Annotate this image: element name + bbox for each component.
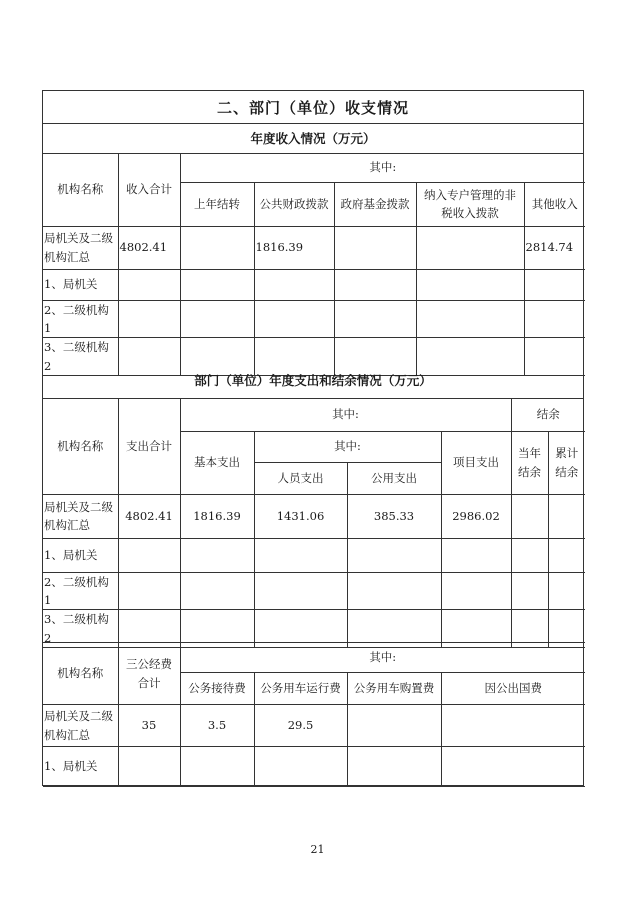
expense-col-balance-current: 当年结余	[511, 431, 548, 494]
income-col-prev-carryover: 上年结转	[180, 182, 254, 226]
cell	[254, 300, 334, 338]
cell: 385.33	[347, 494, 441, 538]
table-row	[43, 226, 585, 269]
income-col-other: 其他收入	[524, 182, 585, 226]
expense-group-label: 其中:	[180, 398, 511, 431]
cell	[347, 705, 441, 747]
cell	[347, 538, 441, 572]
table-row	[43, 269, 585, 300]
row-name: 1、局机关	[43, 747, 118, 787]
row-name: 3、二级机构2	[43, 610, 118, 648]
row-name: 2、二级机构1	[43, 572, 118, 610]
row-name: 1、局机关	[43, 269, 118, 300]
expense-heading: 部门（单位）年度支出和结余情况（万元）	[43, 362, 583, 399]
cell: 2814.74	[524, 226, 585, 269]
three-public-col-total: 三公经费合计	[118, 643, 180, 705]
cell	[511, 494, 548, 538]
cell	[347, 747, 441, 787]
expense-col-total: 支出合计	[118, 398, 180, 494]
table-row	[43, 747, 585, 787]
cell	[180, 747, 254, 787]
cell	[441, 747, 585, 787]
page-title: 二、部门（单位）收支情况	[43, 91, 583, 124]
expense-col-org: 机构名称	[43, 398, 118, 494]
table-row	[43, 572, 585, 610]
row-name: 3、二级机构2	[43, 338, 118, 376]
expense-col-public-use: 公用支出	[347, 462, 441, 494]
income-group-label: 其中:	[180, 153, 585, 182]
table-row	[43, 300, 585, 338]
three-public-table	[43, 642, 585, 787]
three-public-col-org: 机构名称	[43, 643, 118, 705]
table-row	[43, 705, 585, 747]
row-name: 局机关及二级机构汇总	[43, 494, 118, 538]
cell: 1816.39	[254, 226, 334, 269]
cell	[334, 300, 416, 338]
page-number: 21	[310, 843, 325, 856]
income-col-public-finance: 公共财政拨款	[254, 182, 334, 226]
cell	[524, 269, 585, 300]
income-table	[43, 153, 585, 376]
three-public-group-label: 其中:	[180, 643, 585, 673]
income-col-org: 机构名称	[43, 153, 118, 226]
expense-col-balance: 结余	[511, 398, 585, 431]
cell	[511, 572, 548, 610]
expense-col-balance-cumulative: 累计结余	[548, 431, 585, 494]
table-row	[43, 494, 585, 538]
income-col-total: 收入合计	[118, 153, 180, 226]
cell	[254, 538, 347, 572]
row-total	[118, 538, 180, 572]
cell: 2986.02	[441, 494, 511, 538]
table-row	[43, 538, 585, 572]
cell: 1431.06	[254, 494, 347, 538]
cell	[548, 572, 585, 610]
cell	[334, 269, 416, 300]
cell	[180, 300, 254, 338]
row-name: 2、二级机构1	[43, 300, 118, 338]
row-total	[118, 269, 180, 300]
cell	[511, 538, 548, 572]
cell: 29.5	[254, 705, 347, 747]
expense-col-project: 项目支出	[441, 431, 511, 494]
row-total	[118, 747, 180, 787]
row-name: 局机关及二级机构汇总	[43, 226, 118, 269]
cell	[524, 300, 585, 338]
income-col-gov-fund: 政府基金拨款	[334, 182, 416, 226]
cell: 1816.39	[180, 494, 254, 538]
cell	[548, 538, 585, 572]
row-total: 4802.41	[118, 494, 180, 538]
cell: 3.5	[180, 705, 254, 747]
col-reception: 公务接待费	[180, 673, 254, 705]
cell	[180, 226, 254, 269]
cell	[254, 747, 347, 787]
col-overseas-travel: 因公出国费	[441, 673, 585, 705]
cell	[548, 494, 585, 538]
cell	[441, 572, 511, 610]
cell	[416, 269, 524, 300]
expense-col-personnel: 人员支出	[254, 462, 347, 494]
cell	[254, 572, 347, 610]
expense-inner-group-label: 其中:	[254, 431, 441, 462]
income-col-nontax: 纳入专户管理的非税收入拨款	[416, 182, 524, 226]
cell	[180, 269, 254, 300]
cell	[254, 269, 334, 300]
budget-table-frame	[42, 90, 584, 786]
cell	[180, 572, 254, 610]
cell	[416, 300, 524, 338]
cell	[347, 572, 441, 610]
row-total	[118, 300, 180, 338]
col-vehicle-operation: 公务用车运行费	[254, 673, 347, 705]
row-name: 局机关及二级机构汇总	[43, 705, 118, 747]
cell	[416, 226, 524, 269]
expense-table	[43, 398, 585, 648]
row-total: 35	[118, 705, 180, 747]
row-name: 1、局机关	[43, 538, 118, 572]
col-vehicle-purchase: 公务用车购置费	[347, 673, 441, 705]
expense-col-basic: 基本支出	[180, 431, 254, 494]
cell	[441, 705, 585, 747]
cell	[441, 538, 511, 572]
row-total	[118, 572, 180, 610]
cell	[180, 538, 254, 572]
income-heading: 年度收入情况（万元）	[43, 123, 583, 154]
row-total: 4802.41	[118, 226, 180, 269]
cell	[334, 226, 416, 269]
